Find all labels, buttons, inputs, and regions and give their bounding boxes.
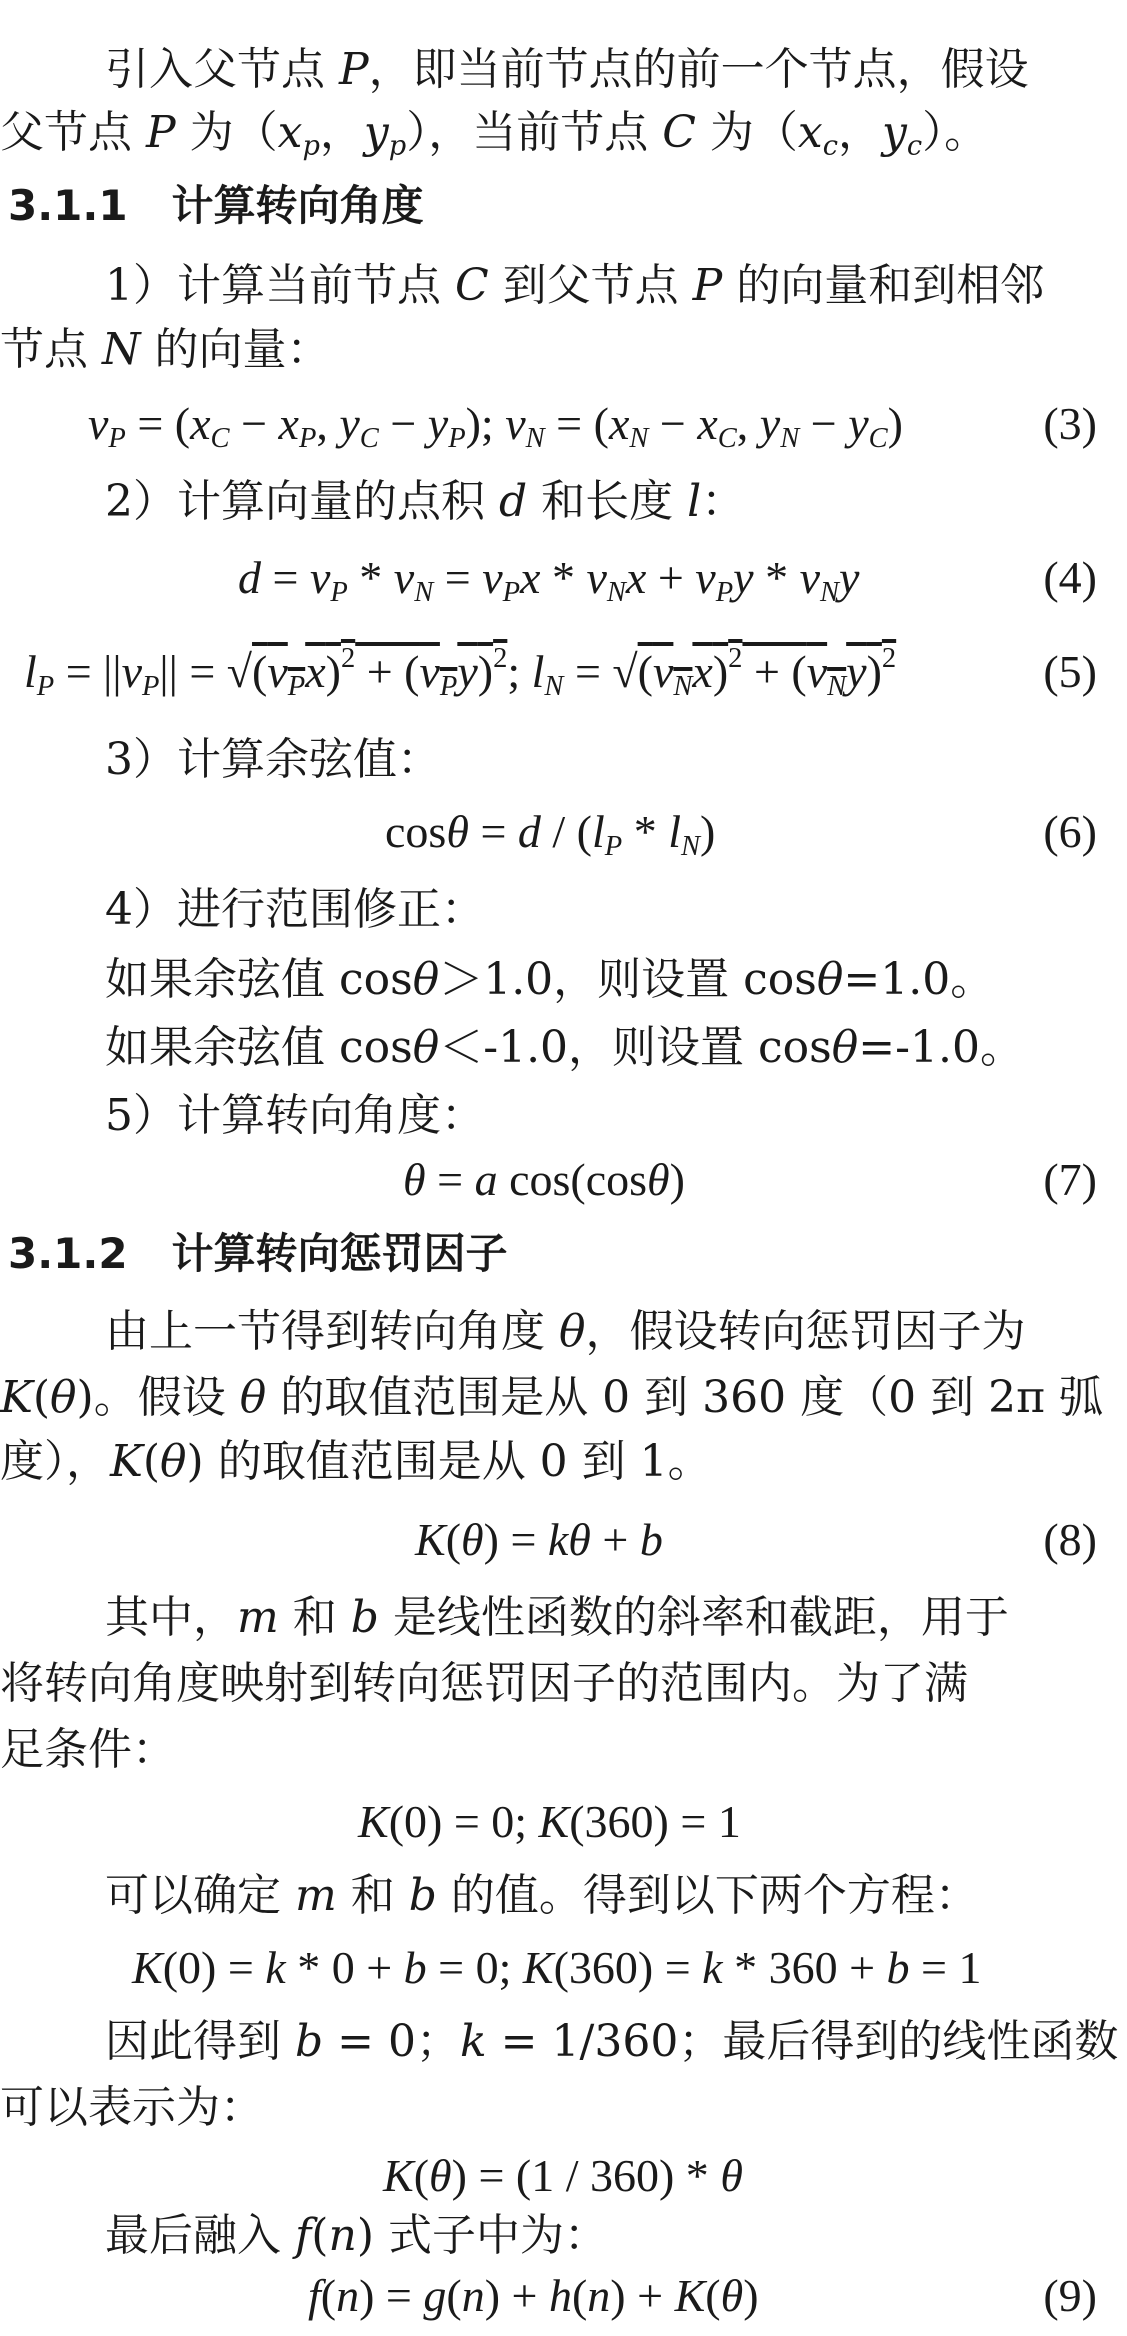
paragraph-line: 4）进行范围修正： bbox=[105, 884, 485, 935]
equation-8: K(θ) = kθ + b (8) bbox=[0, 1508, 1127, 1572]
equation-number: (5) bbox=[1043, 646, 1097, 697]
section-heading bbox=[0, 1224, 1127, 1284]
equation-number: (8) bbox=[1043, 1514, 1097, 1565]
paragraph-line: 足条件： bbox=[0, 1724, 176, 1775]
equation-linear: K(θ) = (1 / 360) * θ bbox=[383, 2150, 743, 2201]
equation-6: $\cos\theta = d / (l_P * l_N)$ (6) bbox=[0, 800, 1127, 864]
paragraph-line: 5）计算转向角度： bbox=[105, 1090, 485, 1141]
paragraph-line: 如果余弦值 cosθ＞1.0，则设置 cosθ=1.0。 bbox=[105, 954, 995, 1005]
paragraph-line: 由上一节得到转向角度 θ，假设转向惩罚因子为 bbox=[105, 1306, 1026, 1357]
equation-condition: K(0) = 0; K(360) = 1 bbox=[358, 1796, 741, 1847]
equation-4: $d = v_P * v_N = v_Px * v_Nx + v_Py * v_Ny$ (4) bbox=[0, 546, 1127, 610]
equation-5: $l_P = ||v_P|| = √(v_Px)^2 + (v_Py)^2$; $l_N = √(v_Nx)^2 + (v_Ny)^2$ (5) bbox=[0, 640, 1127, 704]
equation-number: (3) bbox=[1043, 398, 1097, 449]
section-heading bbox=[0, 176, 1127, 236]
equation-system: K(0) = k * 0 + b = 0; K(360) = k * 360 + b = 1 bbox=[132, 1942, 982, 1993]
section-title: 计算转向角度 bbox=[171, 181, 424, 230]
paragraph-line: 节点 N 的向量： bbox=[0, 324, 331, 375]
equation-number: (7) bbox=[1043, 1154, 1097, 1205]
paragraph-line: 可以表示为： bbox=[0, 2082, 264, 2133]
paragraph-line: 1）计算当前节点 C 到父节点 P 的向量和到相邻 bbox=[105, 260, 1045, 311]
paragraph-line: 因此得到 b = 0；k = 1/360；最后得到的线性函数 bbox=[105, 2016, 1119, 2067]
paragraph-line: 将转向角度映射到转向惩罚因子的范围内。为了满 bbox=[0, 1658, 968, 1709]
paragraph-line: 最后融入 f(n) 式子中为： bbox=[105, 2210, 608, 2261]
paragraph-line: 3）计算余弦值： bbox=[105, 734, 441, 785]
paragraph-line: 引入父节点 P，即当前节点的前一个节点，假设 bbox=[105, 44, 1029, 95]
section-title: 计算转向惩罚因子 bbox=[171, 1229, 508, 1278]
paragraph-line: 其中，m 和 b 是线性函数的斜率和截距，用于 bbox=[105, 1592, 1009, 1643]
equation-number: (4) bbox=[1043, 552, 1097, 603]
section-number: 3.1.2 bbox=[8, 1229, 128, 1278]
paragraph-line: 可以确定 m 和 b 的值。得到以下两个方程： bbox=[105, 1870, 979, 1921]
equation-number: (6) bbox=[1043, 806, 1097, 857]
equation-number: (9) bbox=[1043, 2270, 1097, 2321]
equation-3: $v_P = (x_C - x_P$, $y_C - y_P$); $v_N = (x_N - x_C$, $y_N - y_C$) (3) bbox=[0, 392, 1127, 456]
section-number: 3.1.1 bbox=[8, 181, 128, 230]
equation-9: f(n) = g(n) + h(n) + K(θ) (9) bbox=[0, 2264, 1127, 2328]
equation-7: θ = a cos(cosθ) (7) bbox=[0, 1148, 1127, 1212]
paragraph-line: 如果余弦值 cosθ＜-1.0，则设置 cosθ=-1.0。 bbox=[105, 1022, 1024, 1073]
paragraph-line: 2）计算向量的点积 d 和长度 l： bbox=[105, 476, 746, 527]
paragraph-line: 度），K(θ) 的取值范围是从 0 到 1。 bbox=[0, 1436, 712, 1487]
paragraph-line: K(θ)。假设 θ 的取值范围是从 0 到 360 度（0 到 2π 弧 bbox=[0, 1372, 1103, 1423]
paragraph-line: 父节点 P 为（$x_p$，$y_p$），当前节点 C 为（$x_c$，$y_c$）。 bbox=[0, 107, 989, 162]
